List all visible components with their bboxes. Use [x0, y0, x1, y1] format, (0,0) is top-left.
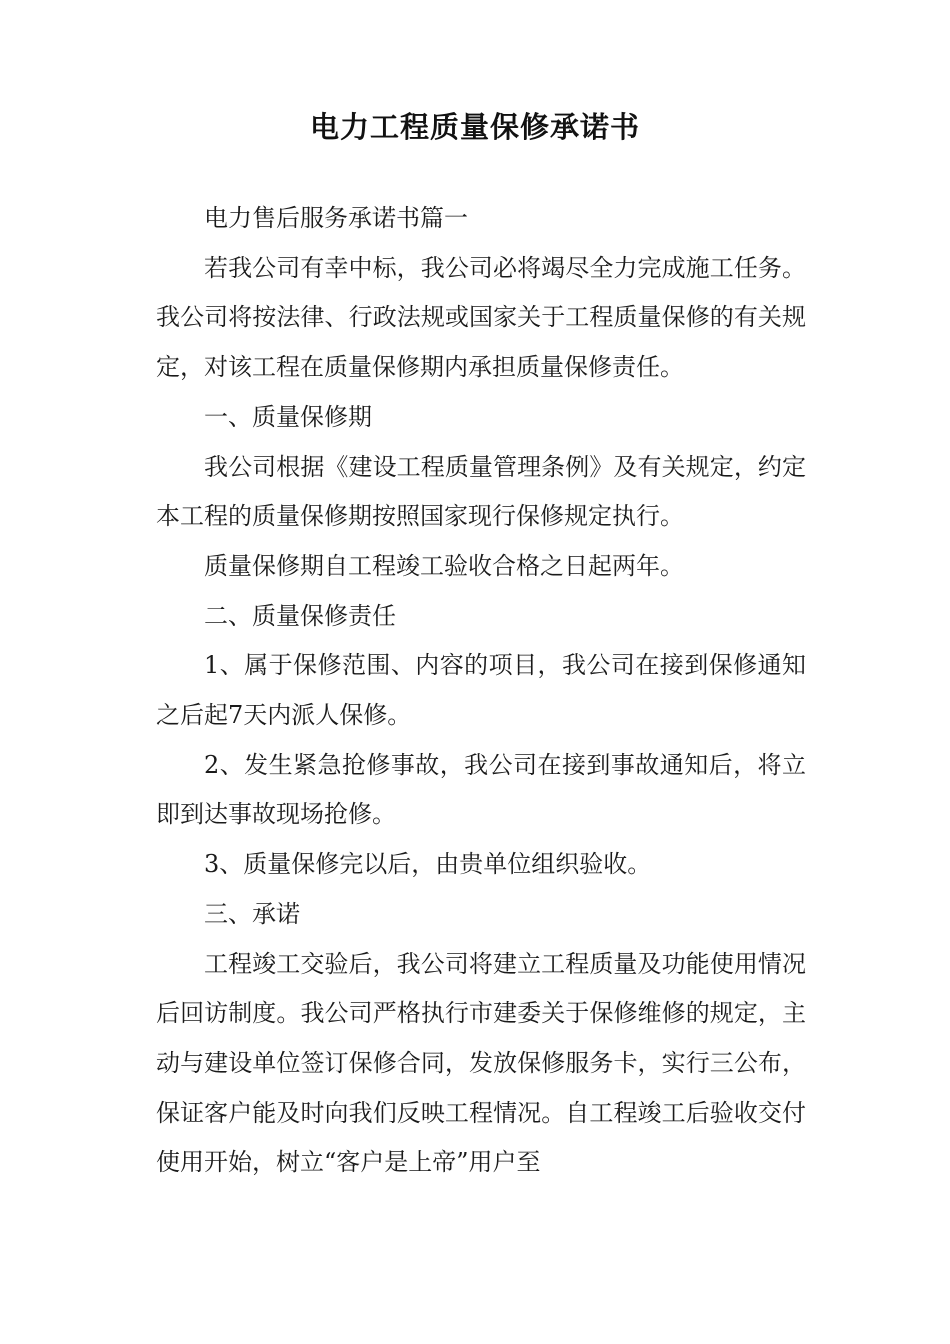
paragraph: 工程竣工交验后，我公司将建立工程质量及功能使用情况后回访制度。我公司严格执行市建委关于保修维修的规定，主动与建设单位签订保修合同，发放保修服务卡，实行三公布，保证客户能及时向我们反映工程情况。自工程竣工后验收交付使用开始，树立“客户是上帝”用户至	[156, 949, 806, 1177]
list-item: 3、质量保修完以后，由贵单位组织验收。	[204, 850, 652, 879]
paragraph: 若我公司有幸中标，我公司必将竭尽全力完成施工任务。我公司将按法律、行政法规或国家关于工程质量保修的有关规定，对该工程在质量保修期内承担质量保修责任。	[156, 253, 806, 382]
section-heading: 二、质量保修责任	[204, 601, 396, 630]
section-heading: 三、承诺	[204, 899, 300, 928]
section-heading: 一、质量保修期	[204, 402, 372, 431]
document-body	[156, 194, 806, 1188]
list-item: 1、属于保修范围、内容的项目，我公司在接到保修通知之后起7天内派人保修。	[156, 651, 806, 730]
list-item: 2、发生紧急抢修事故，我公司在接到事故通知后，将立即到达事故现场抢修。	[156, 750, 806, 829]
paragraph: 我公司根据《建设工程质量管理条例》及有关规定，约定本工程的质量保修期按照国家现行保修规定执行。	[156, 452, 806, 531]
section-heading: 电力售后服务承诺书篇一	[204, 204, 468, 232]
document-title: 电力工程质量保修承诺书	[309, 110, 640, 144]
paragraph: 质量保修期自工程竣工验收合格之日起两年。	[204, 551, 684, 580]
